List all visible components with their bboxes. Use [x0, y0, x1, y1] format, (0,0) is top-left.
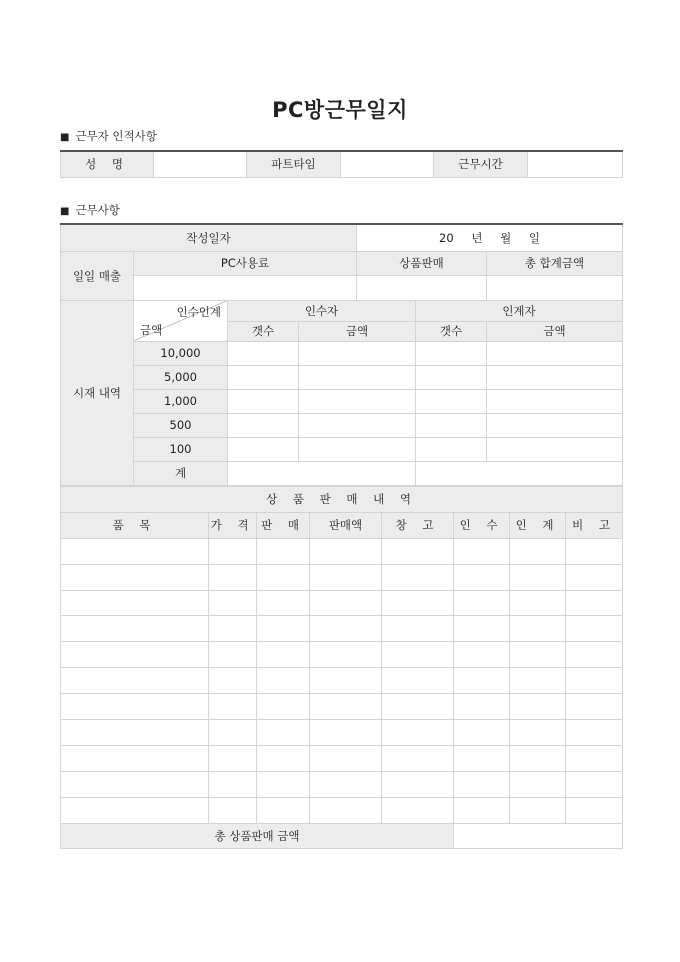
product-cell[interactable] [454, 720, 510, 746]
cell[interactable] [487, 413, 623, 437]
product-sales-label: 상품판매 [357, 251, 487, 275]
product-cell[interactable] [510, 642, 566, 668]
work-table [60, 223, 623, 486]
product-cell[interactable] [510, 797, 566, 823]
product-cell[interactable] [382, 720, 454, 746]
product-cell[interactable] [566, 642, 623, 668]
product-cell[interactable] [257, 590, 310, 616]
denomination-label: 10,000 [134, 341, 228, 365]
header-item: 품 목 [61, 512, 209, 538]
table-row [61, 745, 623, 771]
hours-label: 근무시간 [434, 151, 528, 177]
table-row [61, 771, 623, 797]
product-cell[interactable] [510, 590, 566, 616]
product-cell[interactable] [61, 616, 209, 642]
product-cell[interactable] [382, 616, 454, 642]
product-cell[interactable] [257, 797, 310, 823]
receiver-amount-label: 금액 [299, 321, 416, 341]
cell[interactable] [416, 437, 487, 461]
product-rows [61, 538, 623, 823]
cell[interactable] [487, 389, 623, 413]
product-cell[interactable] [209, 771, 257, 797]
header-sales: 판 매 [257, 512, 310, 538]
product-cell[interactable] [257, 642, 310, 668]
diagonal-header [134, 300, 228, 341]
header-price: 가 격 [209, 512, 257, 538]
table-row [61, 642, 623, 668]
table-row [61, 797, 623, 823]
date-label: 작성일자 [61, 224, 357, 251]
product-cell[interactable] [454, 564, 510, 590]
product-cell[interactable] [382, 642, 454, 668]
product-cell[interactable] [209, 668, 257, 694]
product-cell[interactable] [257, 668, 310, 694]
product-cell[interactable] [310, 745, 382, 771]
cell[interactable] [487, 365, 623, 389]
product-cell[interactable] [209, 642, 257, 668]
section-worker-info [60, 128, 157, 144]
product-sales-table [60, 486, 623, 849]
cell[interactable] [299, 437, 416, 461]
name-field[interactable] [154, 151, 247, 177]
product-cell[interactable] [566, 720, 623, 746]
product-cell[interactable] [510, 668, 566, 694]
diag-top-label: 인수인계 [176, 304, 221, 319]
product-cell[interactable] [61, 720, 209, 746]
cell[interactable] [487, 437, 623, 461]
table-row [61, 616, 623, 642]
table-row [61, 694, 623, 720]
product-cell[interactable] [510, 538, 566, 564]
cell[interactable] [299, 341, 416, 365]
product-total-field[interactable] [454, 823, 623, 849]
product-cell[interactable] [454, 797, 510, 823]
product-cell[interactable] [382, 694, 454, 720]
receiver-label: 인수자 [228, 300, 416, 321]
header-note: 비 고 [566, 512, 623, 538]
product-cell[interactable] [257, 538, 310, 564]
product-cell[interactable] [209, 564, 257, 590]
product-cell[interactable] [61, 745, 209, 771]
product-cell[interactable] [209, 694, 257, 720]
cell[interactable] [228, 413, 299, 437]
cell[interactable] [299, 413, 416, 437]
product-cell[interactable] [454, 694, 510, 720]
product-cell[interactable] [310, 771, 382, 797]
product-cell[interactable] [382, 564, 454, 590]
product-sales-title: 상 품 판 매 내 역 [61, 487, 623, 513]
header-warehouse: 창 고 [382, 512, 454, 538]
denomination-label: 5,000 [134, 365, 228, 389]
product-cell[interactable] [566, 797, 623, 823]
product-cell[interactable] [61, 590, 209, 616]
product-cell[interactable] [310, 668, 382, 694]
product-cell[interactable] [454, 771, 510, 797]
product-cell[interactable] [257, 616, 310, 642]
cell[interactable] [416, 365, 487, 389]
table-row [61, 564, 623, 590]
product-cell[interactable] [454, 538, 510, 564]
product-cell[interactable] [510, 745, 566, 771]
header-handover: 인 계 [510, 512, 566, 538]
section-title: 근무자 인적사항 [75, 129, 157, 143]
section-title: 근무사항 [75, 203, 120, 217]
parttime-label: 파트타임 [247, 151, 341, 177]
header-receive: 인 수 [454, 512, 510, 538]
product-cell[interactable] [382, 668, 454, 694]
date-field[interactable]: 20 년 월 일 [357, 224, 623, 251]
cell[interactable] [299, 389, 416, 413]
table-row [61, 668, 623, 694]
product-cell[interactable] [257, 771, 310, 797]
page-title: PC방근무일지 [272, 98, 408, 122]
diag-bottom-label: 금액 [140, 322, 163, 337]
table-row [61, 590, 623, 616]
product-cell[interactable] [382, 538, 454, 564]
product-cell[interactable] [566, 771, 623, 797]
product-cell[interactable] [510, 694, 566, 720]
product-cell[interactable] [257, 694, 310, 720]
product-cell[interactable] [454, 642, 510, 668]
name-label: 성 명 [61, 151, 154, 177]
giver-label: 인계자 [416, 300, 623, 321]
product-cell[interactable] [209, 797, 257, 823]
product-cell[interactable] [566, 564, 623, 590]
total-amount-label: 총 합계금액 [487, 251, 623, 275]
product-cell[interactable] [61, 668, 209, 694]
product-cell[interactable] [566, 745, 623, 771]
product-cell[interactable] [566, 668, 623, 694]
product-cell[interactable] [382, 797, 454, 823]
product-cell[interactable] [454, 745, 510, 771]
product-cell[interactable] [454, 616, 510, 642]
product-cell[interactable] [382, 745, 454, 771]
daily-sales-label: 일일 매출 [61, 251, 134, 300]
product-cell[interactable] [454, 668, 510, 694]
product-cell[interactable] [257, 720, 310, 746]
product-cell[interactable] [61, 694, 209, 720]
product-cell[interactable] [382, 590, 454, 616]
product-cell[interactable] [61, 642, 209, 668]
product-cell[interactable] [566, 538, 623, 564]
product-cell[interactable] [510, 720, 566, 746]
product-cell[interactable] [310, 590, 382, 616]
receiver-total-field[interactable] [228, 461, 416, 485]
product-cell[interactable] [61, 771, 209, 797]
cash-label: 시재 내역 [61, 300, 134, 485]
cell[interactable] [416, 413, 487, 437]
cell[interactable] [228, 341, 299, 365]
product-cell[interactable] [209, 538, 257, 564]
product-cell[interactable] [566, 694, 623, 720]
cell[interactable] [228, 365, 299, 389]
table-row [61, 720, 623, 746]
parttime-field[interactable] [341, 151, 434, 177]
denomination-label: 500 [134, 413, 228, 437]
product-cell[interactable] [566, 590, 623, 616]
product-cell[interactable] [209, 616, 257, 642]
product-cell[interactable] [209, 745, 257, 771]
product-cell[interactable] [209, 720, 257, 746]
product-cell[interactable] [257, 745, 310, 771]
giver-amount-label: 금액 [487, 321, 623, 341]
giver-count-label: 갯수 [416, 321, 487, 341]
pc-usage-label: PC사용료 [134, 251, 357, 275]
product-cell[interactable] [310, 538, 382, 564]
bullet-icon: ■ [60, 132, 70, 143]
product-cell[interactable] [61, 564, 209, 590]
product-total-label: 총 상품판매 금액 [61, 823, 454, 849]
bullet-icon: ■ [60, 206, 70, 217]
product-cell[interactable] [310, 694, 382, 720]
cell[interactable] [228, 437, 299, 461]
header-sales-amount: 판매액 [310, 512, 382, 538]
cell[interactable] [416, 341, 487, 365]
receiver-count-label: 갯수 [228, 321, 299, 341]
product-cell[interactable] [510, 771, 566, 797]
cell[interactable] [416, 389, 487, 413]
denomination-label: 1,000 [134, 389, 228, 413]
product-cell[interactable] [454, 590, 510, 616]
section-work-items [60, 202, 120, 218]
product-cell[interactable] [209, 590, 257, 616]
table-row [61, 538, 623, 564]
product-cell[interactable] [510, 564, 566, 590]
product-cell[interactable] [310, 616, 382, 642]
total-amount-field[interactable] [487, 275, 623, 300]
product-cell[interactable] [257, 564, 310, 590]
product-cell[interactable] [566, 616, 623, 642]
product-cell[interactable] [382, 771, 454, 797]
product-cell[interactable] [510, 616, 566, 642]
cell[interactable] [487, 341, 623, 365]
product-cell[interactable] [310, 720, 382, 746]
cell[interactable] [299, 365, 416, 389]
worker-info-table [60, 150, 623, 178]
cash-total-label: 계 [134, 461, 228, 485]
cell[interactable] [228, 389, 299, 413]
product-cell[interactable] [61, 797, 209, 823]
product-cell[interactable] [61, 538, 209, 564]
giver-total-field[interactable] [416, 461, 623, 485]
pc-usage-field[interactable] [134, 275, 357, 300]
product-cell[interactable] [310, 797, 382, 823]
product-cell[interactable] [310, 564, 382, 590]
denomination-label: 100 [134, 437, 228, 461]
product-sales-field[interactable] [357, 275, 487, 300]
product-cell[interactable] [310, 642, 382, 668]
hours-field[interactable] [528, 151, 623, 177]
